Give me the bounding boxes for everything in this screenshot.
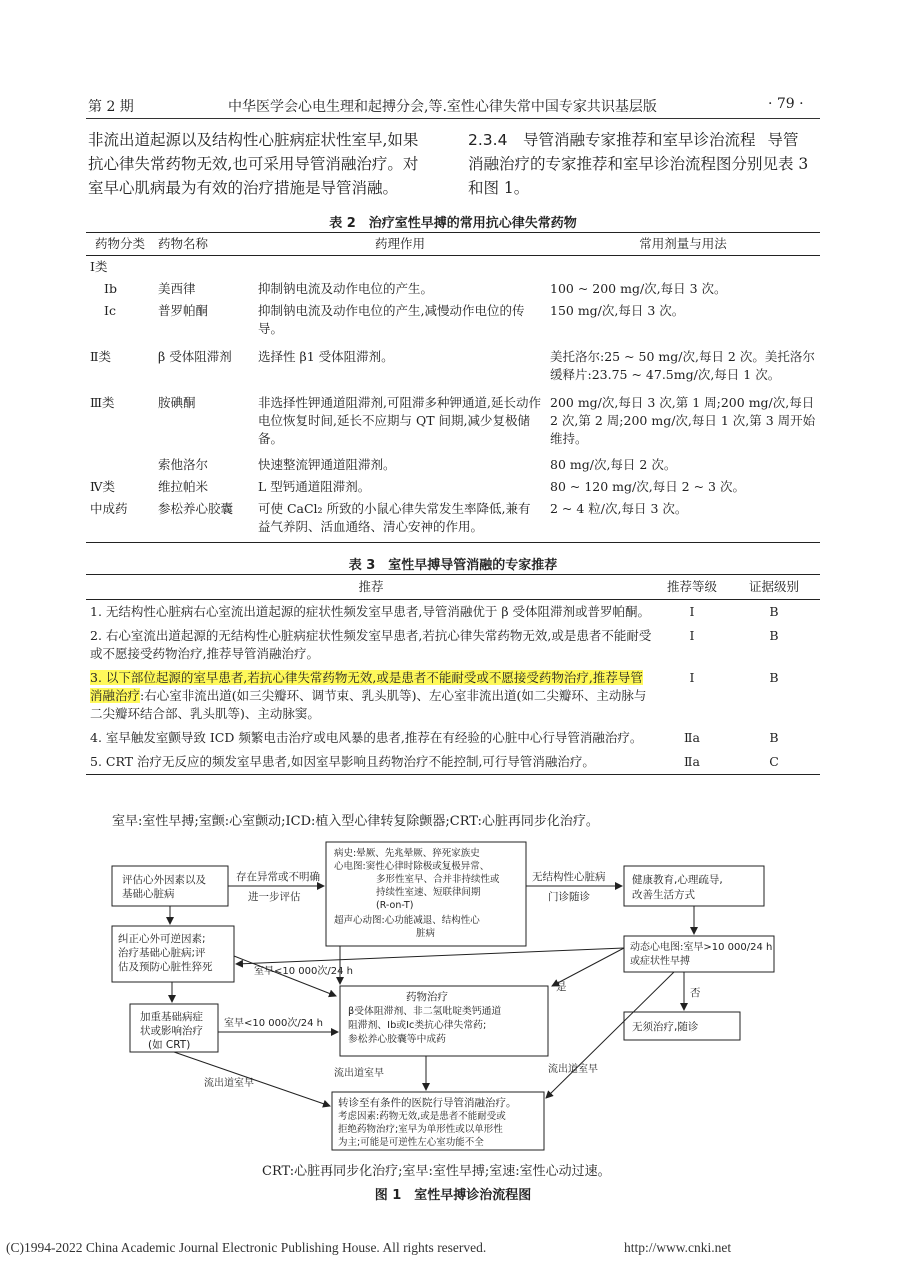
table-row: Ⅰc 普罗帕酮 抑制钠电流及动作电位的产生,减慢动作电位的传导。 150 mg/次,每日 3 次。 (104, 303, 685, 336)
svg-text:室早<10 000次/24 h: 室早<10 000次/24 h (224, 1018, 323, 1029)
svg-text:进一步评估: 进一步评估 (248, 891, 301, 903)
cnki-link[interactable]: http://www.cnki.net (624, 1240, 732, 1255)
svg-text:多形性室早、合并非持续性或: 多形性室早、合并非持续性或 (376, 874, 500, 885)
svg-text:参松养心胶囊等中成药: 参松养心胶囊等中成药 (348, 1034, 446, 1045)
copyright-footer: (C)1994-2022 China Academic Journal Electronic Publishing House. All rights reserved. (6, 1240, 487, 1255)
svg-text:病史:晕厥、先兆晕厥、猝死家族史: 病史:晕厥、先兆晕厥、猝死家族史 (334, 848, 480, 859)
table-row: Ⅱ类 β 受体阻滞剂 选择性 β1 受体阻滞剂。 美托洛尔:25 ~ 50 mg/次,每日 2 次。美托洛尔缓释片:23.75 ~ 47.5mg/次,每日 1 次。 (90, 349, 815, 382)
highlighted-text: 3. 以下部位起源的室早患者,若抗心律失常药物无效,或是患者不能耐受或不愿接受药物治疗,推荐导管消融治疗 (90, 670, 643, 703)
svg-text:治疗基础心脏病;评: 治疗基础心脏病;评 (118, 947, 206, 959)
svg-text:纠正心外可逆因素;: 纠正心外可逆因素; (118, 933, 206, 945)
page-number: · 79 · (768, 96, 804, 112)
svg-text:持续性室速、短联律间期: 持续性室速、短联律间期 (376, 887, 481, 898)
left-column-text: 非流出道起源以及结构性心脏病症状性室早,如果 抗心律失常药物无效,也可采用导管消融治疗。对 室早心肌病最为有效的治疗措施是导管消融。 (88, 131, 419, 197)
svg-text:是: 是 (556, 981, 567, 993)
svg-text:为主;可能是可逆性左心室功能不全: 为主;可能是可逆性左心室功能不全 (338, 1137, 484, 1148)
svg-text:存在异常或不明确: 存在异常或不明确 (236, 871, 320, 883)
svg-text:药物治疗: 药物治疗 (406, 991, 448, 1003)
table-header-row: 推荐 推荐等级 证据级别 (86, 575, 820, 600)
table3-caption: 表 3 室性早搏导管消融的专家推荐 (348, 558, 558, 573)
svg-text:β受体阻滞剂、非二氢吡啶类钙通道: β受体阻滞剂、非二氢吡啶类钙通道 (348, 1006, 502, 1017)
table-row: 中成药 参松养心胶囊 可使 CaCl₂ 所致的小鼠心律失常发生率降低,兼有益气养阴、活血通络、清心安神的作用。 2 ~ 4 粒/次,每日 3 次。 (86, 498, 820, 543)
svg-text:无结构性心脏病: 无结构性心脏病 (532, 871, 606, 883)
header-rule (86, 118, 820, 119)
table-row: Ⅲ类 胺碘酮 非选择性钾通道阻滞剂,可阻滞多种钾通道,延长动作电位恢复时间,延长不应期与 QT 间期,减少复极储备。 200 mg/次,每日 3 次,第 1 周;200 mg/次,每日 2 次,第 2 周;200 mg/次,每日 1 次,第 3 周开始维持。 (90, 395, 816, 446)
svg-text:(如 CRT): (如 CRT) (148, 1039, 191, 1051)
svg-text:评估心外因素以及: 评估心外因素以及 (122, 874, 206, 886)
flowchart (86, 836, 820, 1156)
table-row: 索他洛尔 快速整流钾通道阻滞剂。 80 mg/次,每日 2 次。 (158, 457, 677, 472)
svg-text:阻滞剂、Ⅰb或Ⅰc类抗心律失常药;: 阻滞剂、Ⅰb或Ⅰc类抗心律失常药; (348, 1020, 487, 1031)
table-row: 1. 无结构性心脏病右心室流出道起源的症状性频发室早患者,导管消融优于 β 受体阻滞剂或普罗帕酮。 Ⅰ B (90, 604, 779, 619)
table3-footnote: 室早:室性早搏;室颤:心室颤动;ICD:植入型心律转复除颤器;CRT:心脏再同步化治疗。 (112, 814, 599, 829)
svg-text:(R-on-T): (R-on-T) (376, 900, 414, 911)
svg-text:或症状性早搏: 或症状性早搏 (630, 956, 690, 967)
svg-text:健康教育,心理疏导,: 健康教育,心理疏导, (632, 874, 723, 886)
svg-text:拒绝药物治疗;室早为单形性或以单形性: 拒绝药物治疗;室早为单形性或以单形性 (338, 1124, 503, 1135)
table-row: 3. 以下部位起源的室早患者,若抗心律失常药物无效,或是患者不能耐受或不愿接受药物治疗,推荐导管消融治疗:右心室非流出道(如三尖瓣环、调节束、乳头肌等)、左心室非流出道(如二尖瓣环、主动脉与二尖瓣环结合部、乳头肌等)、主动脉窦。 Ⅰ B (90, 670, 779, 721)
svg-text:估及预防心脏性猝死: 估及预防心脏性猝死 (118, 961, 213, 973)
svg-text:考虑因素:药物无效,或是患者不能耐受或: 考虑因素:药物无效,或是患者不能耐受或 (338, 1111, 506, 1122)
svg-text:基础心脏病: 基础心脏病 (122, 888, 175, 900)
table-header-row: 药物分类 药物名称 药理作用 常用剂量与用法 (86, 233, 820, 256)
section-heading: 2.3.4 导管消融专家推荐和室早诊治流程 (468, 131, 756, 149)
svg-text:无须治疗,随诊: 无须治疗,随诊 (632, 1021, 699, 1033)
svg-text:超声心动图:心功能减退、结构性心: 超声心动图:心功能减退、结构性心 (334, 915, 480, 926)
assess-box (112, 866, 228, 906)
svg-text:加重基础病症: 加重基础病症 (140, 1011, 203, 1023)
table-row: 5. CRT 治疗无反应的频发室早患者,如因室早影响且药物治疗不能控制,可行导管消融治疗。 Ⅱa C (86, 750, 820, 775)
table2-caption: 表 2 治疗室性早搏的常用抗心律失常药物 (329, 216, 577, 231)
svg-text:脏病: 脏病 (416, 928, 436, 939)
table-row: Ⅰb 美西律 抑制钠电流及动作电位的产生。 100 ~ 200 mg/次,每日 3 次。 (104, 281, 727, 296)
right-column-text: 2.3.4 导管消融专家推荐和室早诊治流程 导管 消融治疗的专家推荐和室早诊治流程图分别见表 3 和图 1。 (468, 131, 809, 197)
issue-number: 第 2 期 (88, 99, 134, 115)
running-title: 中华医学会心电生理和起搏分会,等.室性心律失常中国专家共识基层版 (228, 99, 657, 115)
svg-text:否: 否 (690, 987, 701, 999)
table-row: 4. 室早触发室颤导致 ICD 频繁电击治疗或电风暴的患者,推荐在有经验的心脏中心行导管消融治疗。 Ⅱa B (90, 730, 779, 745)
svg-text:转诊至有条件的医院行导管消融治疗。: 转诊至有条件的医院行导管消融治疗。 (338, 1097, 517, 1109)
svg-text:流出道室早: 流出道室早 (548, 1064, 598, 1075)
svg-text:流出道室早: 流出道室早 (334, 1068, 384, 1079)
table2 (86, 232, 820, 543)
svg-text:改善生活方式: 改善生活方式 (632, 889, 695, 901)
svg-text:心电图:窦性心律时除极或复极异常、: 心电图:窦性心律时除极或复极异常、 (334, 861, 490, 872)
svg-text:动态心电图:室早>10 000/24 h: 动态心电图:室早>10 000/24 h (630, 942, 773, 953)
figure-footnote: CRT:心脏再同步化治疗;室早:室性早搏;室速:室性心动过速。 (262, 1164, 611, 1179)
svg-text:状或影响治疗: 状或影响治疗 (140, 1025, 203, 1037)
svg-text:室早<10 000次/24 h: 室早<10 000次/24 h (254, 966, 353, 977)
table-row: Ⅳ类 维拉帕米 L 型钙通道阻滞剂。 80 ~ 120 mg/次,每日 2 ~ 3 次。 (90, 479, 745, 494)
table-row: Ⅰ类 (90, 259, 108, 274)
figure-caption: 图 1 室性早搏诊治流程图 (374, 1188, 532, 1203)
svg-text:流出道室早: 流出道室早 (204, 1078, 254, 1089)
table-row: 2. 右心室流出道起源的无结构性心脏病症状性频发室早患者,若抗心律失常药物无效,或是患者不能耐受或不愿接受药物治疗,推荐导管消融治疗。 Ⅰ B (90, 628, 779, 661)
svg-text:门诊随诊: 门诊随诊 (548, 891, 590, 903)
table3 (86, 574, 820, 775)
